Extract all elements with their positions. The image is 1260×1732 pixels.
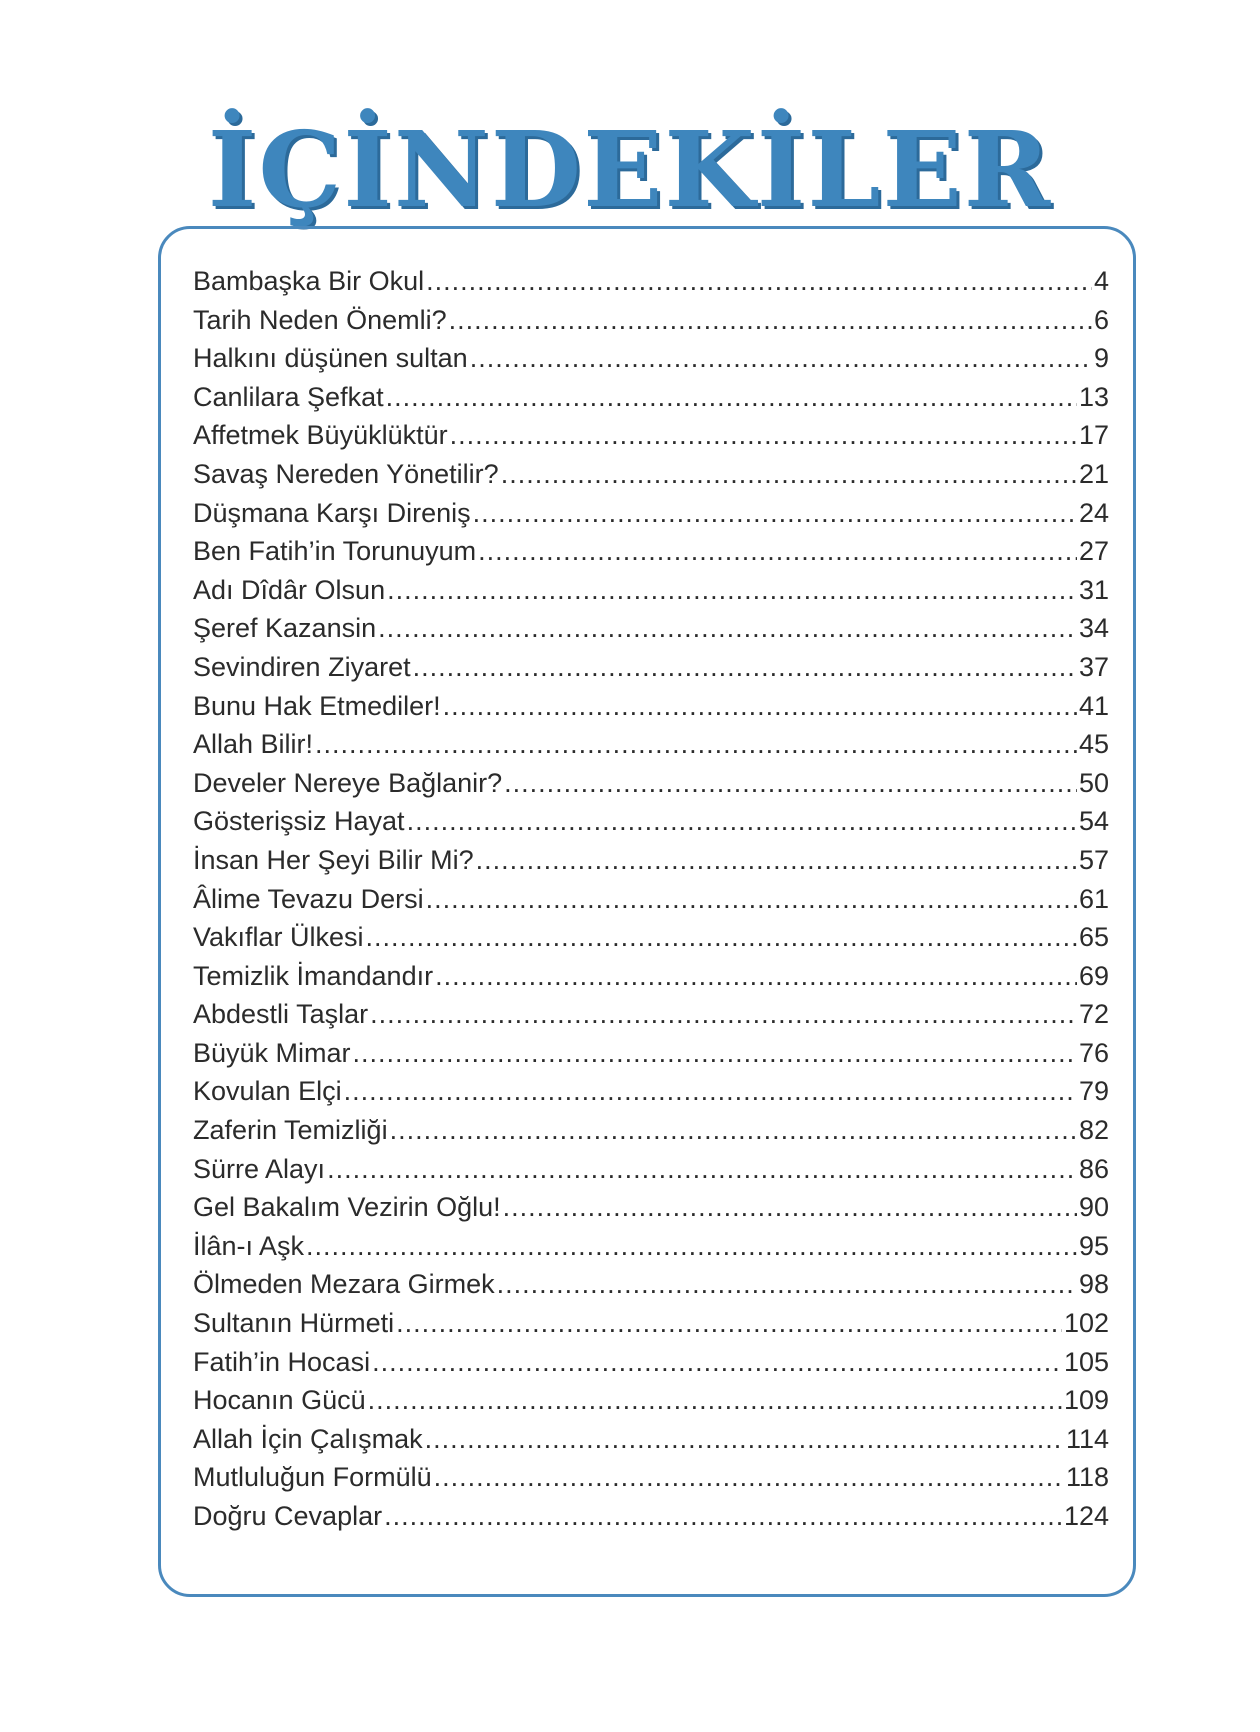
toc-entry	[193, 1115, 1109, 1154]
toc-entry-title: Halkını düşünen sultan	[193, 343, 468, 374]
toc-entry-title: İlân-ı Aşk	[193, 1230, 305, 1261]
toc-entry-title: Doğru Cevaplar	[193, 1501, 383, 1531]
toc-entry	[193, 1076, 1109, 1115]
toc-entry-page-number: 9	[1093, 343, 1109, 374]
toc-entry	[193, 1231, 1109, 1270]
dot-leader	[370, 999, 1077, 1030]
dot-leader	[372, 1347, 1062, 1378]
dot-leader	[497, 1269, 1077, 1300]
toc-entry-title: Sevindiren Ziyaret	[193, 651, 411, 682]
dot-leader	[473, 498, 1077, 529]
dot-leader	[476, 845, 1077, 876]
toc-entry-title: Şeref Kazansin	[193, 613, 377, 644]
toc-entry-page-number: 82	[1078, 1115, 1109, 1146]
toc-entry-title: İnsan Her Şeyi Bilir Mi?	[193, 844, 474, 875]
toc-entry-page-number: 98	[1078, 1269, 1109, 1300]
toc-entry-title: Canlilara Şefkat	[193, 381, 384, 412]
dot-leader	[384, 1501, 1062, 1532]
dot-leader	[443, 691, 1077, 722]
toc-entry	[193, 459, 1109, 498]
toc-entry-title: Sürre Alayı	[193, 1153, 326, 1184]
toc-entry	[193, 1462, 1109, 1501]
dot-leader	[315, 729, 1077, 760]
toc-entry-page-number: 86	[1078, 1153, 1109, 1184]
dot-leader	[390, 1115, 1077, 1146]
toc-entry	[193, 652, 1109, 691]
toc-entry-page-number: 69	[1078, 960, 1109, 991]
toc-entry-title: Bambaşka Bir Okul	[193, 266, 425, 296]
toc-entry-title: Bunu Hak Etmediler!	[193, 690, 441, 721]
toc-entry-page-number: 6	[1093, 304, 1109, 335]
toc-entry-page-number: 27	[1078, 536, 1109, 567]
toc-entry-page-number: 118	[1065, 1462, 1109, 1493]
toc-entry-title: Temizlik İmandandır	[193, 960, 434, 991]
toc-entry	[193, 1347, 1109, 1386]
toc-entry	[193, 768, 1109, 807]
toc-entry-title: Zaferin Temizliği	[193, 1115, 388, 1146]
toc-entry	[193, 922, 1109, 961]
toc-entry	[193, 1192, 1109, 1231]
toc-entry	[193, 613, 1109, 652]
toc-entry-title: Fatih’in Hocasi	[193, 1346, 371, 1377]
toc-entry-page-number: 109	[1063, 1385, 1109, 1416]
toc-entry-page-number: 31	[1078, 574, 1109, 605]
toc-entry-title: Ölmeden Mezara Girmek	[193, 1269, 495, 1300]
toc-entry-page-number: 105	[1063, 1346, 1109, 1377]
dot-leader	[353, 1038, 1077, 1069]
toc-entry	[193, 806, 1109, 845]
toc-entry-page-number: 54	[1078, 806, 1109, 837]
dot-leader	[306, 1231, 1077, 1262]
toc-entry-page-number: 124	[1063, 1501, 1109, 1531]
toc-entry	[193, 1385, 1109, 1424]
toc-entry-page-number: 95	[1078, 1230, 1109, 1261]
toc-entry-page-number: 45	[1078, 729, 1109, 760]
dot-leader	[366, 922, 1077, 953]
toc-entry	[193, 1154, 1109, 1193]
dot-leader	[425, 1424, 1064, 1455]
toc-entry-title: Savaş Nereden Yönetilir?	[193, 458, 499, 489]
dot-leader	[426, 884, 1077, 915]
toc-entry	[193, 1424, 1109, 1463]
toc-entry	[193, 1501, 1109, 1540]
toc-entry-page-number: 24	[1078, 497, 1109, 528]
toc-entry	[193, 1269, 1109, 1308]
toc-entry	[193, 845, 1109, 884]
toc-entry	[193, 575, 1109, 614]
toc-entry-page-number: 79	[1078, 1076, 1109, 1107]
toc-entry-title: Büyük Mimar	[193, 1037, 351, 1068]
toc-entry-title: Mutluluğun Formülü	[193, 1462, 432, 1493]
toc-entry	[193, 999, 1109, 1038]
toc-entry-page-number: 34	[1078, 613, 1109, 644]
dot-leader	[435, 961, 1077, 992]
toc-list	[193, 266, 1109, 1540]
dot-leader	[426, 266, 1092, 297]
toc-entry-title: Affetmek Büyüklüktür	[193, 420, 448, 451]
dot-leader	[407, 806, 1077, 837]
dot-leader	[344, 1076, 1077, 1107]
toc-entry-page-number: 72	[1078, 999, 1109, 1030]
toc-entry	[193, 420, 1109, 459]
toc-entry	[193, 498, 1109, 537]
dot-leader	[396, 1308, 1062, 1339]
dot-leader	[501, 459, 1077, 490]
toc-entry-title: Gösterişsiz Hayat	[193, 806, 405, 837]
toc-entry-page-number: 13	[1078, 381, 1109, 412]
dot-leader	[504, 768, 1077, 799]
toc-entry-page-number: 114	[1065, 1423, 1109, 1454]
toc-entry-title: Gel Bakalım Vezirin Oğlu!	[193, 1192, 501, 1223]
toc-entry-page-number: 57	[1078, 844, 1109, 875]
toc-entry	[193, 382, 1109, 421]
toc-entry-page-number: 76	[1078, 1037, 1109, 1068]
toc-entry-page-number: 61	[1078, 883, 1109, 914]
dot-leader	[387, 575, 1077, 606]
dot-leader	[449, 305, 1092, 336]
toc-entry	[193, 961, 1109, 1000]
toc-entry	[193, 1038, 1109, 1077]
toc-entry-page-number: 50	[1078, 767, 1109, 798]
toc-entry-title: Hocanın Gücü	[193, 1385, 366, 1416]
toc-entry-page-number: 17	[1078, 420, 1109, 451]
dot-leader	[503, 1192, 1077, 1223]
toc-entry-page-number: 37	[1078, 651, 1109, 682]
toc-entry	[193, 1308, 1109, 1347]
toc-entry-title: Develer Nereye Bağlanir?	[193, 767, 503, 798]
toc-entry-page-number: 41	[1078, 690, 1109, 721]
toc-entry	[193, 305, 1109, 344]
toc-entry-title: Abdestli Taşlar	[193, 999, 369, 1030]
dot-leader	[434, 1462, 1064, 1493]
toc-entry-page-number: 4	[1093, 266, 1109, 296]
toc-entry	[193, 691, 1109, 730]
toc-entry-title: Tarih Neden Önemli?	[193, 304, 447, 335]
toc-entry	[193, 536, 1109, 575]
toc-entry-page-number: 90	[1078, 1192, 1109, 1223]
dot-leader	[368, 1385, 1062, 1416]
toc-entry-title: Adı Dîdâr Olsun	[193, 574, 386, 605]
toc-entry-title: Allah İçin Çalışmak	[193, 1423, 423, 1454]
page-title: İÇİNDEKİLER	[207, 108, 1053, 231]
toc-entry-title: Düşmana Karşı Direniş	[193, 497, 471, 528]
toc-entry-title: Sultanın Hürmeti	[193, 1308, 395, 1339]
dot-leader	[450, 420, 1077, 451]
toc-entry-title: Âlime Tevazu Dersi	[193, 883, 424, 914]
dot-leader	[413, 652, 1077, 683]
dot-leader	[378, 613, 1077, 644]
toc-entry	[193, 266, 1109, 305]
dot-leader	[470, 343, 1092, 374]
toc-entry-page-number: 21	[1078, 458, 1109, 489]
toc-entry	[193, 884, 1109, 923]
dot-leader	[386, 382, 1077, 413]
toc-entry	[193, 729, 1109, 768]
dot-leader	[327, 1154, 1077, 1185]
dot-leader	[478, 536, 1077, 567]
toc-entry-title: Allah Bilir!	[193, 729, 314, 760]
toc-entry-page-number: 65	[1078, 922, 1109, 953]
toc-entry-title: Ben Fatih’in Torunuyum	[193, 536, 477, 567]
toc-entry-title: Vakıflar Ülkesi	[193, 922, 364, 953]
toc-entry-page-number: 102	[1063, 1308, 1109, 1339]
toc-entry	[193, 343, 1109, 382]
toc-entry-title: Kovulan Elçi	[193, 1076, 342, 1107]
